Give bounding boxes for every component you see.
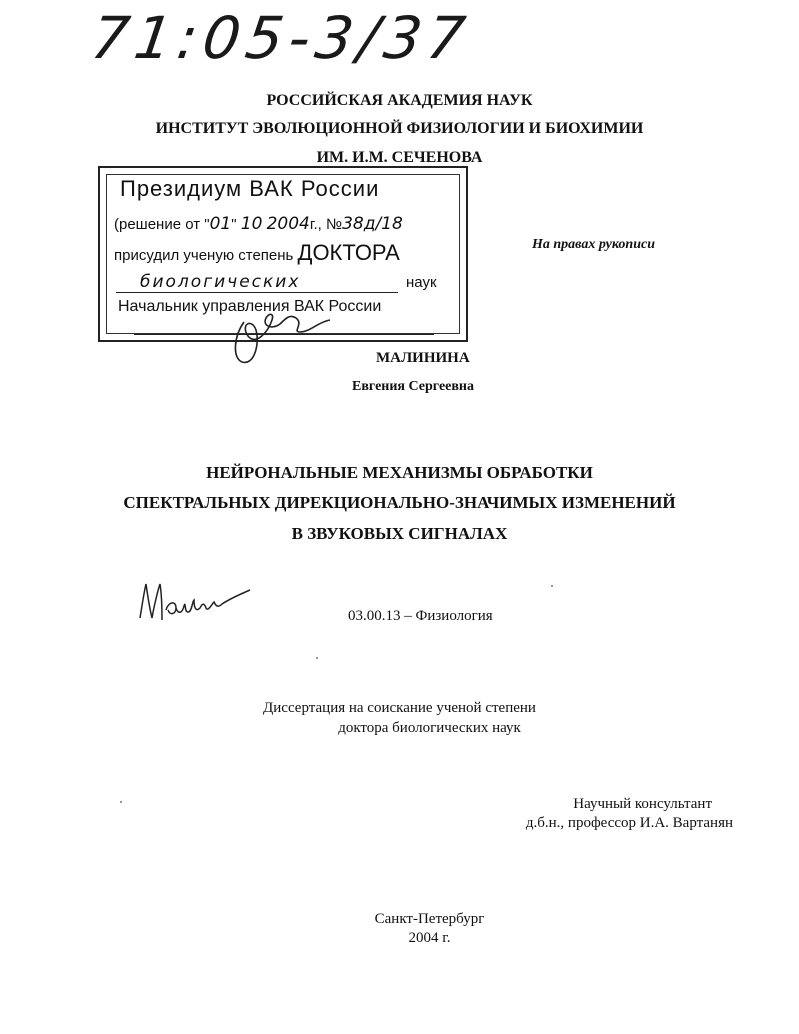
specialty: 03.00.13 – Физиология bbox=[348, 608, 493, 624]
title-line-1: НЕЙРОНАЛЬНЫЕ МЕХАНИЗМЫ ОБРАБОТКИ bbox=[206, 463, 593, 482]
stamp-signature bbox=[226, 296, 336, 368]
header-institute: ИНСТИТУТ ЭВОЛЮЦИОННОЙ ФИЗИОЛОГИИ И БИОХИМИИ bbox=[155, 120, 644, 137]
scan-speck bbox=[551, 585, 553, 587]
field-suffix: наук bbox=[406, 274, 437, 291]
author-name: Евгения Сергеевна bbox=[352, 379, 475, 394]
consultant-label: Научный консультант bbox=[573, 796, 712, 812]
city: Санкт-Петербург bbox=[374, 911, 485, 927]
author-signature bbox=[132, 578, 254, 626]
year: 2004 г. bbox=[408, 930, 451, 946]
stamp-decision-line bbox=[114, 214, 403, 234]
stamp-degree-line bbox=[114, 240, 400, 266]
archive-number: 71:05-3/37 bbox=[87, 4, 476, 72]
stamp-title: Президиум ВАК России bbox=[120, 176, 380, 201]
scan-speck bbox=[120, 801, 122, 803]
author-surname: МАЛИНИНА bbox=[376, 350, 470, 366]
field-underline bbox=[116, 292, 398, 293]
decision-month: 10 bbox=[240, 214, 263, 234]
scan-speck bbox=[316, 657, 318, 659]
title-line-2: СПЕКТРАЛЬНЫХ ДИРЕКЦИОНАЛЬНО-ЗНАЧИМЫХ ИЗМЕНЕНИЙ bbox=[123, 493, 676, 512]
field-handwritten: биологических bbox=[140, 272, 301, 292]
decision-number-label: г., № bbox=[309, 216, 343, 233]
stamp-field-line bbox=[140, 272, 300, 292]
decision-quote: " bbox=[231, 216, 237, 233]
consultant-name: д.б.н., профессор И.А. Вартанян bbox=[525, 815, 733, 831]
dissertation-line-2: доктора биологических наук bbox=[338, 720, 521, 736]
degree-label: ДОКТОРА bbox=[297, 240, 400, 265]
manuscript-rights: На правах рукописи bbox=[532, 237, 655, 252]
dissertation-line-1: Диссертация на соискание ученой степени bbox=[263, 700, 536, 716]
decision-number: 38 bbox=[342, 214, 364, 234]
header-named-after: ИМ. И.М. СЕЧЕНОВА bbox=[316, 149, 483, 166]
decision-prefix: (решение от " bbox=[114, 216, 210, 233]
awarded-label: присудил ученую степень bbox=[114, 247, 294, 264]
header-academy: РОССИЙСКАЯ АКАДЕМИЯ НАУК bbox=[266, 92, 533, 109]
decision-number-suffix: д/18 bbox=[363, 214, 403, 234]
title-line-3: В ЗВУКОВЫХ СИГНАЛАХ bbox=[291, 524, 508, 543]
decision-year: 2004 bbox=[266, 214, 310, 234]
stamp-chief: Начальник управления ВАК России bbox=[118, 298, 382, 315]
decision-day: 01 bbox=[209, 214, 232, 234]
